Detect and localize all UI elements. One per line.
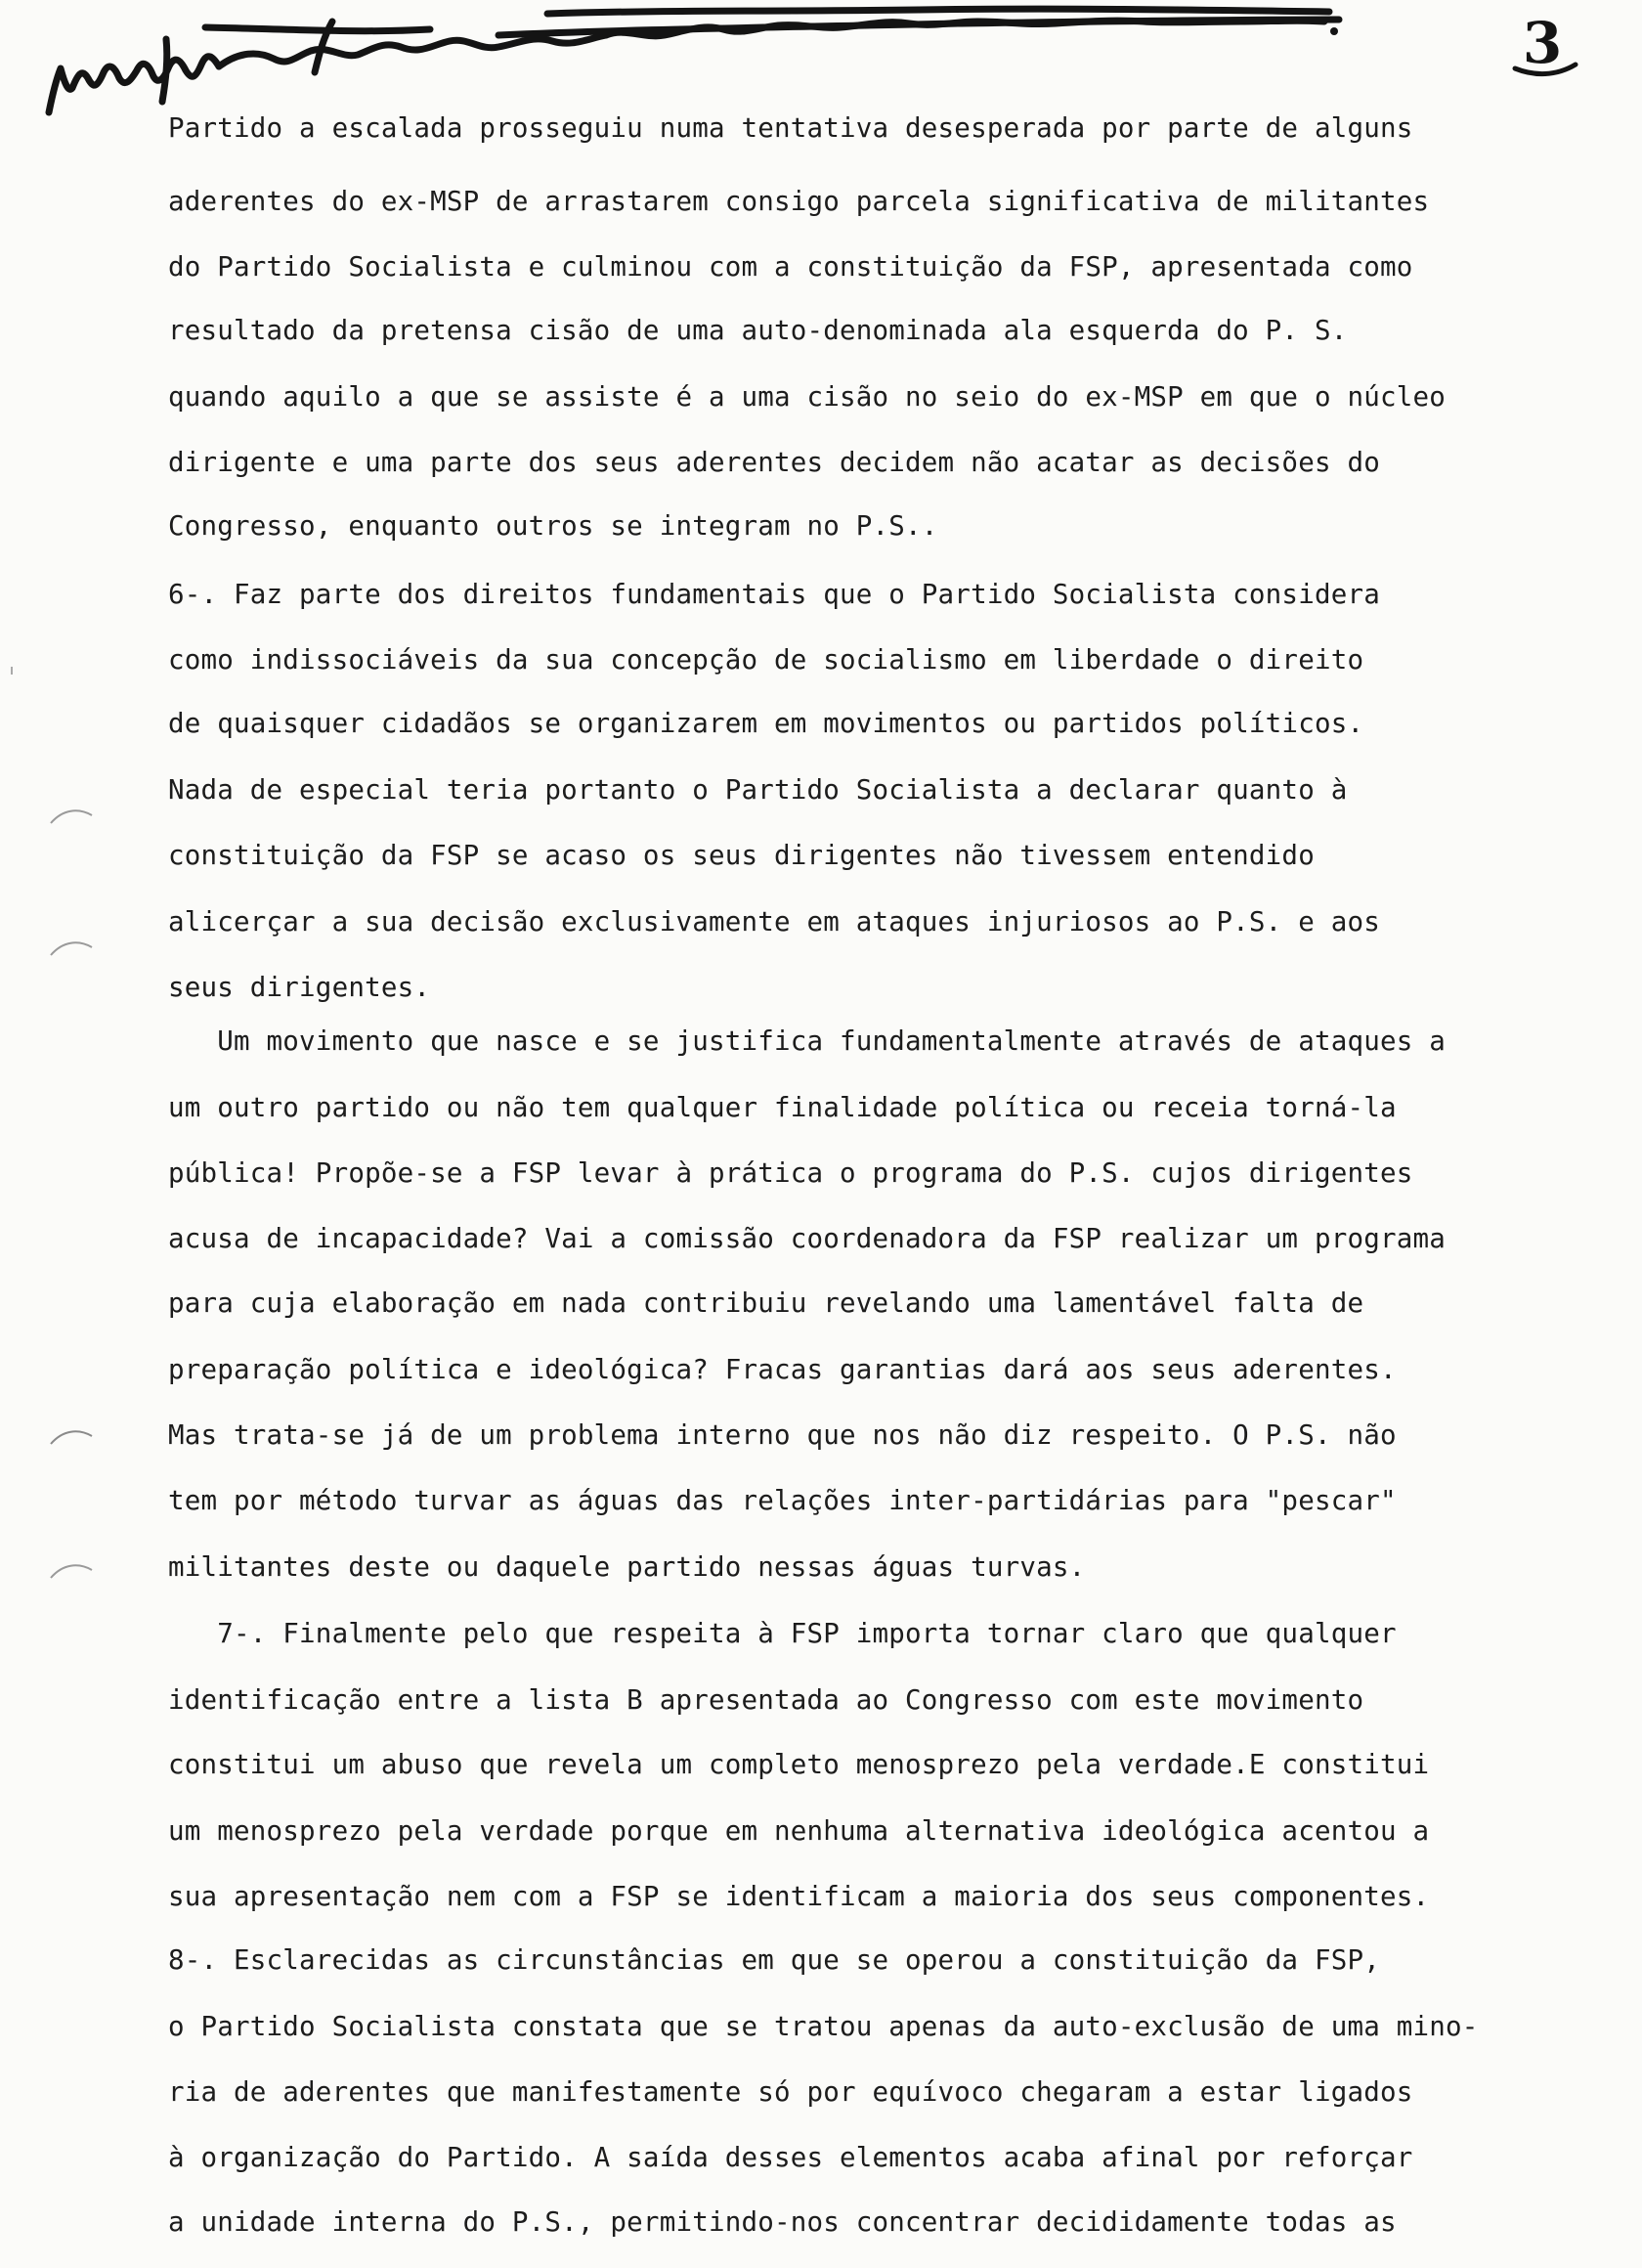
text-line: Um movimento que nasce e se justifica fundamentalmente através de ataques a [168, 1025, 1446, 1057]
text-line: 6-. Faz parte dos direitos fundamentais que o Partido Socialista considera [168, 579, 1380, 610]
text-line: quando aquilo a que se assiste é a uma cisão no seio do ex-MSP em que o núcleo [168, 381, 1446, 413]
margin-mark [8, 665, 16, 676]
text-line: do Partido Socialista e culminou com a constituição da FSP, apresentada como [168, 251, 1413, 283]
text-line: alicerçar a sua decisão exclusivamente em ataques injuriosos ao P.S. e aos [168, 906, 1380, 938]
text-line: tem por método turvar as águas das relações inter-partidárias para "pescar" [168, 1485, 1397, 1516]
text-line: 8-. Esclarecidas as circunstâncias em que se operou a constituição da FSP, [168, 1944, 1380, 1976]
text-line: seus dirigentes. [168, 972, 431, 1003]
text-line: um outro partido ou não tem qualquer finalidade política ou receia torná-la [168, 1092, 1397, 1123]
handwritten-annotation [39, 0, 1388, 127]
text-line: aderentes do ex-MSP de arrastarem consigo parcela significativa de militantes [168, 186, 1430, 217]
text-line: constituição da FSP se acaso os seus dirigentes não tivessem entendido [168, 840, 1315, 871]
svg-text:3: 3 [1522, 10, 1563, 76]
margin-mark [47, 802, 96, 831]
text-line: o Partido Socialista constata que se tratou apenas da auto-exclusão de uma mino- [168, 2011, 1479, 2042]
text-line: à organização do Partido. A saída desses elementos acaba afinal por reforçar [168, 2142, 1413, 2173]
page-number-mark [1505, 8, 1583, 78]
text-line: de quaisquer cidadãos se organizarem em movimentos ou partidos políticos. [168, 708, 1364, 739]
text-line: acusa de incapacidade? Vai a comissão coordenadora da FSP realizar um programa [168, 1223, 1446, 1254]
text-line: preparação política e ideológica? Fracas garantias dará aos seus aderentes. [168, 1354, 1397, 1385]
text-line: sua apresentação nem com a FSP se identificam a maioria dos seus componentes. [168, 1881, 1430, 1912]
text-line: identificação entre a lista B apresentada ao Congresso com este movimento [168, 1684, 1364, 1716]
text-line: Congresso, enquanto outros se integram no P.S.. [168, 510, 938, 542]
margin-mark [47, 934, 96, 963]
text-line: dirigente e uma parte dos seus aderentes decidem não acatar as decisões do [168, 447, 1380, 478]
text-line: militantes deste ou daquele partido nessas águas turvas. [168, 1551, 1086, 1583]
margin-mark [47, 1556, 96, 1586]
text-line: um menosprezo pela verdade porque em nenhuma alternativa ideológica acentou a [168, 1815, 1430, 1847]
margin-mark [47, 1422, 96, 1452]
text-line: resultado da pretensa cisão de uma auto-denominada ala esquerda do P. S. [168, 315, 1348, 346]
text-line: constitui um abuso que revela um completo menosprezo pela verdade.E constitui [168, 1749, 1430, 1780]
text-line: Mas trata-se já de um problema interno que nos não diz respeito. O P.S. não [168, 1419, 1397, 1451]
text-line: a unidade interna do P.S., permitindo-nos concentrar decididamente todas as [168, 2206, 1397, 2238]
text-line: Nada de especial teria portanto o Partido Socialista a declarar quanto à [168, 774, 1348, 806]
text-line: ria de aderentes que manifestamente só por equívoco chegaram a estar ligados [168, 2076, 1413, 2108]
text-line: como indissociáveis da sua concepção de socialismo em liberdade o direito [168, 644, 1364, 676]
text-line: Partido a escalada prosseguiu numa tentativa desesperada por parte de alguns [168, 112, 1413, 144]
text-line: para cuja elaboração em nada contribuiu revelando uma lamentável falta de [168, 1287, 1364, 1319]
text-line: 7-. Finalmente pelo que respeita à FSP importa tornar claro que qualquer [168, 1618, 1397, 1649]
text-line: pública! Propõe-se a FSP levar à prática o programa do P.S. cujos dirigentes [168, 1157, 1413, 1189]
